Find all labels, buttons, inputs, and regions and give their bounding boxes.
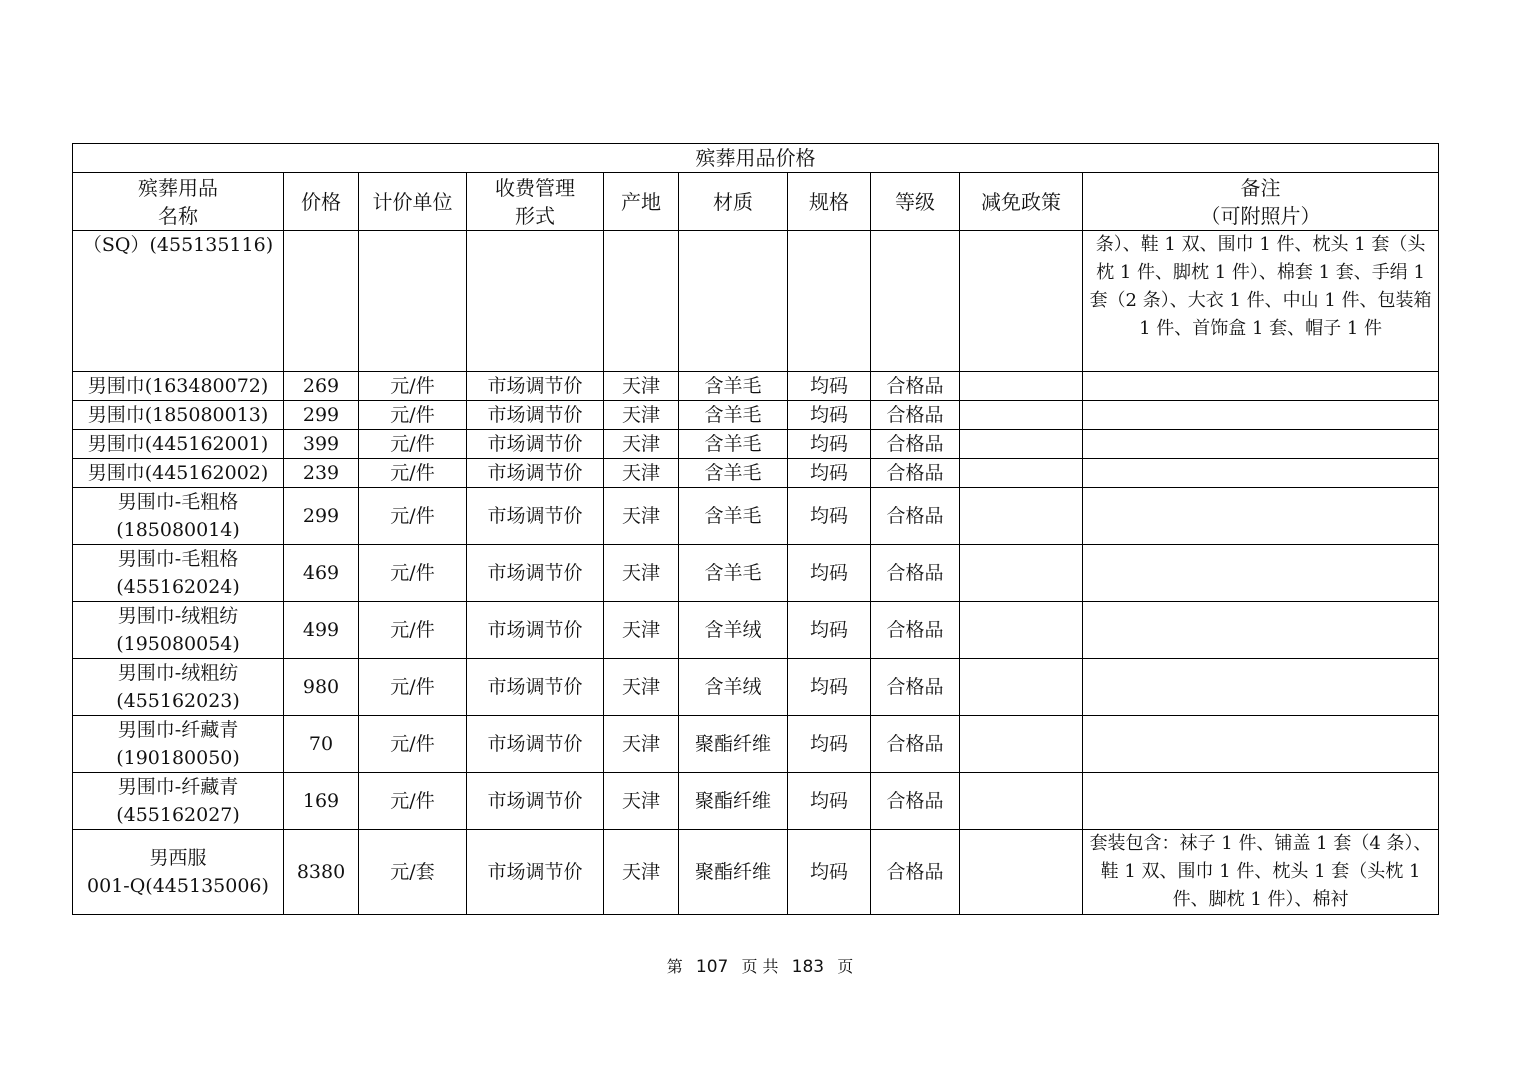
header-row <box>73 173 1439 231</box>
cell-price: 980 <box>284 659 359 716</box>
cell-spec: 均码 <box>788 773 871 830</box>
cell-unit: 元/件 <box>359 459 467 488</box>
cell-name: 男围巾(445162001) <box>73 430 284 459</box>
page-footer <box>0 954 1520 977</box>
cell-grade: 合格品 <box>871 773 960 830</box>
cell-name: 男围巾-绒粗纺 (195080054) <box>73 602 284 659</box>
cell-grade: 合格品 <box>871 716 960 773</box>
cell-material: 含羊毛 <box>679 430 788 459</box>
cell-unit: 元/件 <box>359 372 467 401</box>
cell-spec: 均码 <box>788 659 871 716</box>
cell-spec: 均码 <box>788 488 871 545</box>
cell-grade <box>871 231 960 372</box>
cell-grade: 合格品 <box>871 459 960 488</box>
footer-suffix: 页 <box>837 957 854 976</box>
cell-spec: 均码 <box>788 545 871 602</box>
cell-origin: 天津 <box>604 830 679 915</box>
cell-price: 469 <box>284 545 359 602</box>
cell-relief <box>960 830 1083 915</box>
cell-spec: 均码 <box>788 602 871 659</box>
cell-grade: 合格品 <box>871 830 960 915</box>
cell-name: 男围巾-纤藏青 (190180050) <box>73 716 284 773</box>
cell-price: 169 <box>284 773 359 830</box>
cell-relief <box>960 401 1083 430</box>
cell-note <box>1083 401 1439 430</box>
header-unit: 计价单位 <box>359 173 467 231</box>
cell-spec <box>788 231 871 372</box>
cell-fee: 市场调节价 <box>467 659 604 716</box>
cell-name: 男西服 001-Q(445135006) <box>73 830 284 915</box>
cell-origin: 天津 <box>604 602 679 659</box>
table-row <box>73 830 1439 915</box>
cell-spec: 均码 <box>788 716 871 773</box>
cell-relief <box>960 773 1083 830</box>
footer-total-pages: 183 <box>791 957 825 977</box>
cell-fee: 市场调节价 <box>467 488 604 545</box>
cell-origin: 天津 <box>604 372 679 401</box>
cell-price: 239 <box>284 459 359 488</box>
table-row <box>73 231 1439 372</box>
table-row <box>73 602 1439 659</box>
cell-origin: 天津 <box>604 773 679 830</box>
cell-spec: 均码 <box>788 430 871 459</box>
table-row <box>73 716 1439 773</box>
cell-name: 男围巾-毛粗格 (185080014) <box>73 488 284 545</box>
cell-price: 299 <box>284 401 359 430</box>
cell-origin: 天津 <box>604 659 679 716</box>
table-row <box>73 545 1439 602</box>
cell-note <box>1083 372 1439 401</box>
cell-price: 8380 <box>284 830 359 915</box>
cell-origin: 天津 <box>604 488 679 545</box>
cell-material: 聚酯纤维 <box>679 773 788 830</box>
cell-note: 套装包含：袜子 1 件、铺盖 1 套（4 条）、鞋 1 双、围巾 1 件、枕头 1 套（头枕 1 件、脚枕 1 件）、棉衬 <box>1083 830 1439 915</box>
cell-name: 男围巾(445162002) <box>73 459 284 488</box>
cell-origin <box>604 231 679 372</box>
table-row <box>73 488 1439 545</box>
cell-material: 聚酯纤维 <box>679 716 788 773</box>
cell-material: 聚酯纤维 <box>679 830 788 915</box>
cell-fee: 市场调节价 <box>467 372 604 401</box>
table-row <box>73 401 1439 430</box>
cell-price <box>284 231 359 372</box>
cell-fee: 市场调节价 <box>467 602 604 659</box>
cell-material: 含羊绒 <box>679 602 788 659</box>
cell-spec: 均码 <box>788 372 871 401</box>
cell-material: 含羊毛 <box>679 401 788 430</box>
cell-origin: 天津 <box>604 430 679 459</box>
footer-middle: 页 共 <box>741 957 779 976</box>
cell-unit: 元/件 <box>359 716 467 773</box>
cell-unit <box>359 231 467 372</box>
table-row <box>73 773 1439 830</box>
cell-grade: 合格品 <box>871 602 960 659</box>
cell-grade: 合格品 <box>871 430 960 459</box>
table-row <box>73 659 1439 716</box>
table-row <box>73 430 1439 459</box>
table-title: 殡葬用品价格 <box>73 144 1439 173</box>
cell-price: 499 <box>284 602 359 659</box>
footer-page-number: 107 <box>695 957 729 977</box>
cell-price: 269 <box>284 372 359 401</box>
cell-grade: 合格品 <box>871 401 960 430</box>
header-relief: 减免政策 <box>960 173 1083 231</box>
cell-note <box>1083 659 1439 716</box>
cell-origin: 天津 <box>604 716 679 773</box>
cell-note <box>1083 602 1439 659</box>
header-note: 备注 （可附照片） <box>1083 173 1439 231</box>
cell-note <box>1083 773 1439 830</box>
cell-fee: 市场调节价 <box>467 830 604 915</box>
cell-spec: 均码 <box>788 830 871 915</box>
cell-fee: 市场调节价 <box>467 459 604 488</box>
cell-relief <box>960 488 1083 545</box>
cell-note <box>1083 459 1439 488</box>
cell-spec: 均码 <box>788 459 871 488</box>
cell-price: 70 <box>284 716 359 773</box>
cell-unit: 元/套 <box>359 830 467 915</box>
table-row <box>73 372 1439 401</box>
header-fee-form: 收费管理 形式 <box>467 173 604 231</box>
header-material: 材质 <box>679 173 788 231</box>
cell-grade: 合格品 <box>871 659 960 716</box>
cell-note <box>1083 488 1439 545</box>
cell-price: 399 <box>284 430 359 459</box>
header-name: 殡葬用品 名称 <box>73 173 284 231</box>
cell-grade: 合格品 <box>871 545 960 602</box>
cell-note: 条）、鞋 1 双、围巾 1 件、枕头 1 套（头枕 1 件、脚枕 1 件）、棉套 1 套、手绢 1 套（2 条）、大衣 1 件、中山 1 件、包装箱 1 件、首饰盒 1 套、帽子 1 件 <box>1083 231 1439 372</box>
cell-note <box>1083 716 1439 773</box>
cell-name: 男围巾-绒粗纺 (455162023) <box>73 659 284 716</box>
cell-unit: 元/件 <box>359 602 467 659</box>
cell-unit: 元/件 <box>359 545 467 602</box>
cell-grade: 合格品 <box>871 372 960 401</box>
cell-origin: 天津 <box>604 545 679 602</box>
cell-note <box>1083 545 1439 602</box>
cell-unit: 元/件 <box>359 659 467 716</box>
header-spec: 规格 <box>788 173 871 231</box>
footer-prefix: 第 <box>666 957 683 976</box>
cell-relief <box>960 659 1083 716</box>
cell-relief <box>960 430 1083 459</box>
header-grade: 等级 <box>871 173 960 231</box>
cell-material: 含羊毛 <box>679 545 788 602</box>
table-row <box>73 459 1439 488</box>
cell-relief <box>960 231 1083 372</box>
cell-relief <box>960 602 1083 659</box>
cell-note <box>1083 430 1439 459</box>
cell-fee: 市场调节价 <box>467 773 604 830</box>
cell-unit: 元/件 <box>359 488 467 545</box>
cell-grade: 合格品 <box>871 488 960 545</box>
cell-fee: 市场调节价 <box>467 401 604 430</box>
cell-price: 299 <box>284 488 359 545</box>
cell-unit: 元/件 <box>359 430 467 459</box>
cell-material <box>679 231 788 372</box>
cell-fee: 市场调节价 <box>467 545 604 602</box>
cell-material: 含羊毛 <box>679 488 788 545</box>
cell-material: 含羊毛 <box>679 459 788 488</box>
cell-origin: 天津 <box>604 401 679 430</box>
cell-relief <box>960 545 1083 602</box>
header-origin: 产地 <box>604 173 679 231</box>
cell-unit: 元/件 <box>359 401 467 430</box>
funeral-goods-price-table <box>72 143 1439 915</box>
cell-name: 男围巾-毛粗格 (455162024) <box>73 545 284 602</box>
cell-material: 含羊绒 <box>679 659 788 716</box>
cell-name: （SQ）(455135116) <box>73 231 284 372</box>
cell-fee: 市场调节价 <box>467 430 604 459</box>
cell-name: 男围巾-纤藏青 (455162027) <box>73 773 284 830</box>
cell-origin: 天津 <box>604 459 679 488</box>
cell-relief <box>960 372 1083 401</box>
cell-relief <box>960 459 1083 488</box>
cell-fee: 市场调节价 <box>467 716 604 773</box>
cell-spec: 均码 <box>788 401 871 430</box>
cell-material: 含羊毛 <box>679 372 788 401</box>
cell-fee <box>467 231 604 372</box>
cell-name: 男围巾(185080013) <box>73 401 284 430</box>
cell-unit: 元/件 <box>359 773 467 830</box>
header-price: 价格 <box>284 173 359 231</box>
cell-name: 男围巾(163480072) <box>73 372 284 401</box>
cell-relief <box>960 716 1083 773</box>
